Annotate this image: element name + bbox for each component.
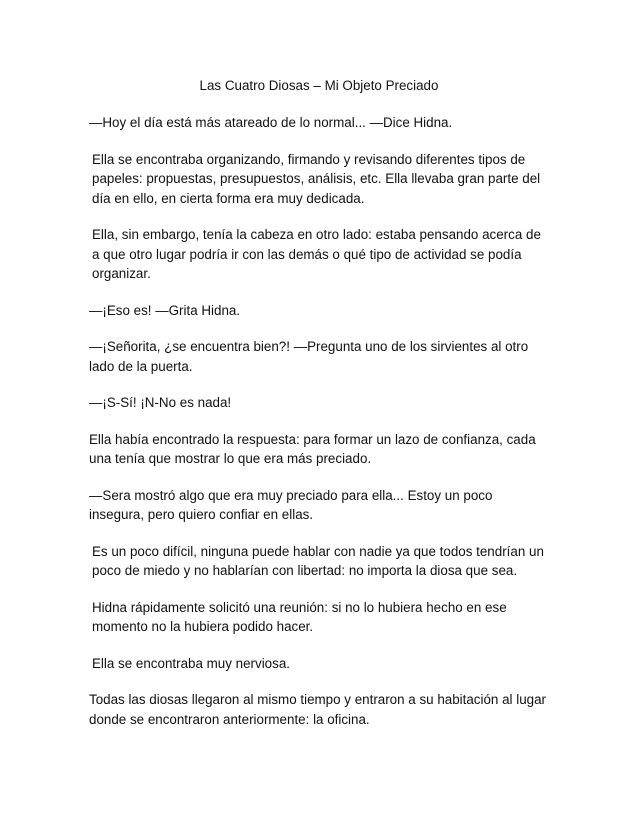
document-body [89,113,551,746]
paragraph-9: Es un poco difícil, ninguna puede hablar con nadie ya que todos tendrían un poco de miedo y no hablarían con libertad: no importa la diosa que sea. [92,543,544,578]
paragraph-10: Hidna rápidamente solicitó una reunión: si no lo hubiera hecho en ese momento no la hubiera podido hacer. [92,599,507,634]
paragraph-2: Ella se encontraba organizando, firmando y revisando diferentes tipos de papeles: propuestas, presupuestos, análisis, etc. Ella llevaba gran parte del día en ello, en cierta forma era muy dedicada. [92,151,541,206]
paragraph-3: Ella, sin embargo, tenía la cabeza en otro lado: estaba pensando acerca de a que otro lugar podría ir con las demás o qué tipo de actividad se podía organizar. [92,227,541,281]
paragraph-8: —Sera mostró algo que era muy preciado para ella... Estoy un poco insegura, pero quiero confiar en ellas. [89,487,493,522]
paragraph-1: —Hoy el día está más atareado de lo normal... —Dice Hidna. [89,115,453,130]
document-title: Las Cuatro Diosas – Mi Objeto Preciado [199,78,439,93]
paragraph-5: —¡Señorita, ¿se encuentra bien?! —Pregunta uno de los sirvientes al otro lado de la puerta. [89,339,529,374]
paragraph-7: Ella había encontrado la respuesta: para formar un lazo de confianza, cada una tenía que mostrar lo que era más preciado. [89,431,536,466]
paragraph-12: Todas las diosas llegaron al mismo tiempo y entraron a su habitación al lugar donde se encontraron anteriormente: la oficina. [89,692,547,727]
paragraph-4: —¡Eso es! —Grita Hidna. [89,302,241,318]
paragraph-6: —¡S-Sí! ¡N-No es nada! [89,395,232,410]
paragraph-11: Ella se encontraba muy nerviosa. [92,655,290,671]
